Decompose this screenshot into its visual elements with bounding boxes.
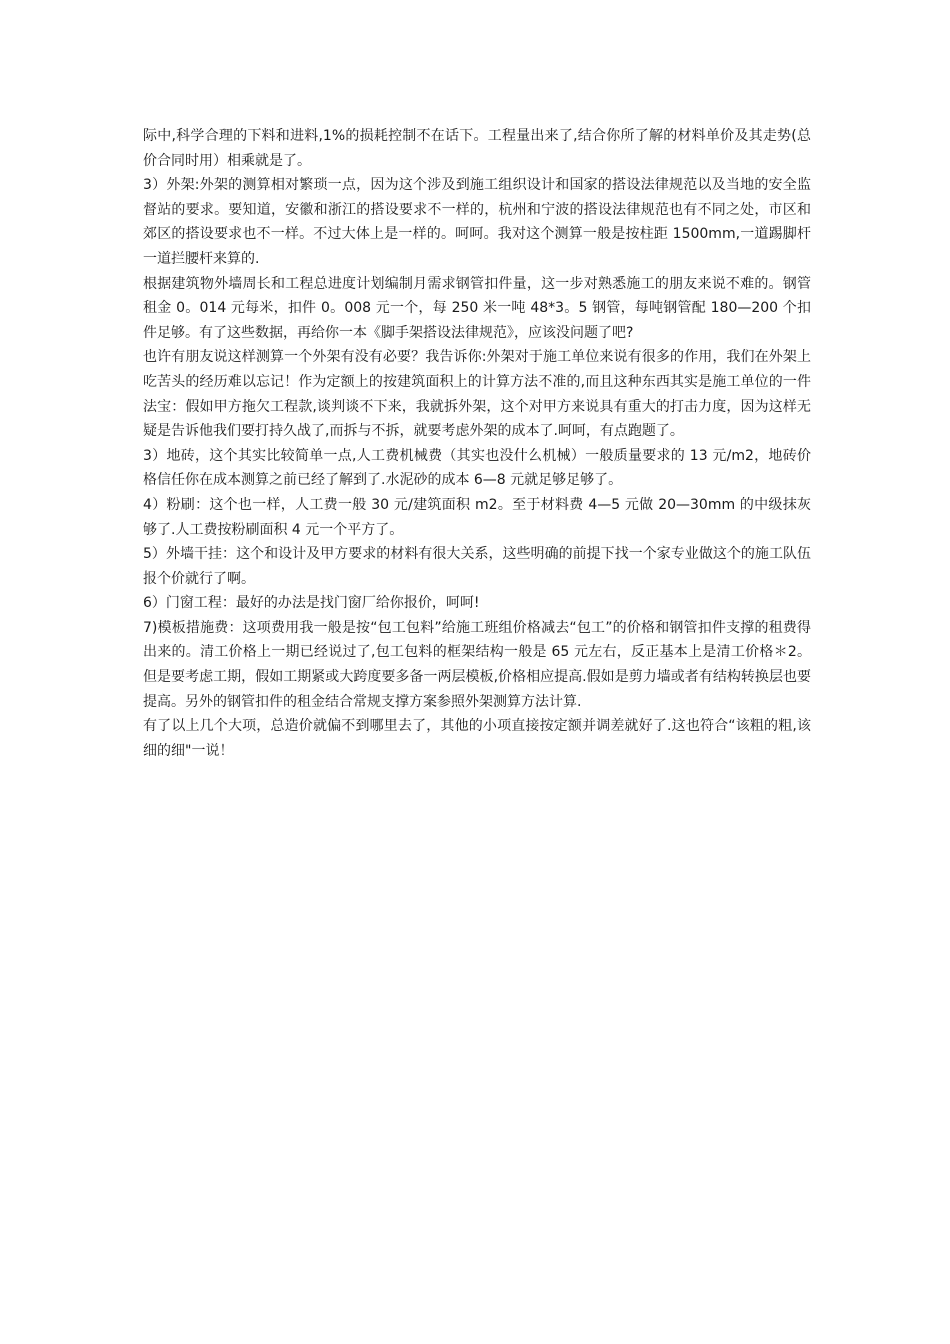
paragraph-floor-tiles: 3）地砖，这个其实比较简单一点,人工费机械费（其实也没什么机械）一般质量要求的 13 元/m2，地砖价格信任你在成本测算之前已经了解到了.水泥砂的成本 6—8 元就足够足够了。 <box>143 447 811 489</box>
paragraph-plastering: 4）粉刷：这个也一样，人工费一般 30 元/建筑面积 m2。至于材料费 4—5 元做 20—30mm 的中级抹灰够了.人工费按粉刷面积 4 元一个平方了。 <box>143 496 811 538</box>
paragraph-scaffolding: 3）外架:外架的测算相对繁琐一点，因为这个涉及到施工组织设计和国家的搭设法律规范以及当地的安全监督站的要求。要知道，安徽和浙江的搭设要求不一样的，杭州和宁波的搭设法律规范也有不同之处，市区和郊区的搭设要求也不一样。不过大体上是一样的。呵呵。我对这个测算一般是按柱距 1500mm,一道踢脚杆一道拦腰杆来算的. <box>143 177 811 267</box>
paragraph-formwork: 7)模板措施费：这项费用我一般是按“包工包料”给施工班组价格减去“包工”的价格和钢管扣件支撑的租费得出来的。清工价格上一期已经说过了,包工包料的框架结构一般是 65 元左右，反正基本上是清工价格＊2。但是要考虑工期，假如工期紧或大跨度要多备一两层模板,价格相应提高.假如是剪力墙或者有结构转换层也要提高。另外的钢管扣件的租金结合常规支撑方案参照外架测算方法计算. <box>143 619 811 710</box>
paragraph-scaffolding-necessity: 也许有朋友说这样测算一个外架有没有必要？我告诉你:外架对于施工单位来说有很多的作用，我们在外架上吃苦头的经历难以忘记！作为定额上的按建筑面积上的计算方法不准的,而且这种东西其实是施工单位的一件法宝：假如甲方拖欠工程款,谈判谈不下来，我就拆外架，这个对甲方来说具有重大的打击力度，因为这样无疑是告诉他我们要打持久战了,而拆与不拆，就要考虑外架的成本了.呵呵，有点跑题了。 <box>143 349 811 440</box>
paragraph-steel-pipe-rental: 根据建筑物外墙周长和工程总进度计划编制月需求钢管扣件量，这一步对熟悉施工的朋友来说不难的。钢管租金 0。014 元每米，扣件 0。008 元一个，每 250 米一吨 48*3。5 钢管，每吨钢管配 180—200 个扣件足够。有了这些数据，再给你一本《脚手架搭设法律规范》，应该没问题了吧? <box>143 275 811 341</box>
paragraph-doors-windows: 6）门窗工程：最好的办法是找门窗厂给你报价，呵呵! <box>143 595 480 612</box>
paragraph-exterior-cladding: 5）外墙干挂：这个和设计及甲方要求的材料有很大关系，这些明确的前提下找一个家专业做这个的施工队伍报个价就行了啊。 <box>143 546 811 587</box>
paragraph-conclusion: 有了以上几个大项，总造价就偏不到哪里去了，其他的小项直接按定额并调差就好了.这也符合“该粗的粗,该细的细"一说！ <box>143 718 811 759</box>
paragraph-material-cost: 际中,科学合理的下料和进料,1%的损耗控制不在话下。工程量出来了,结合你所了解的材料单价及其走势(总价合同时用）相乘就是了。 <box>143 128 811 169</box>
document-body <box>143 124 811 763</box>
